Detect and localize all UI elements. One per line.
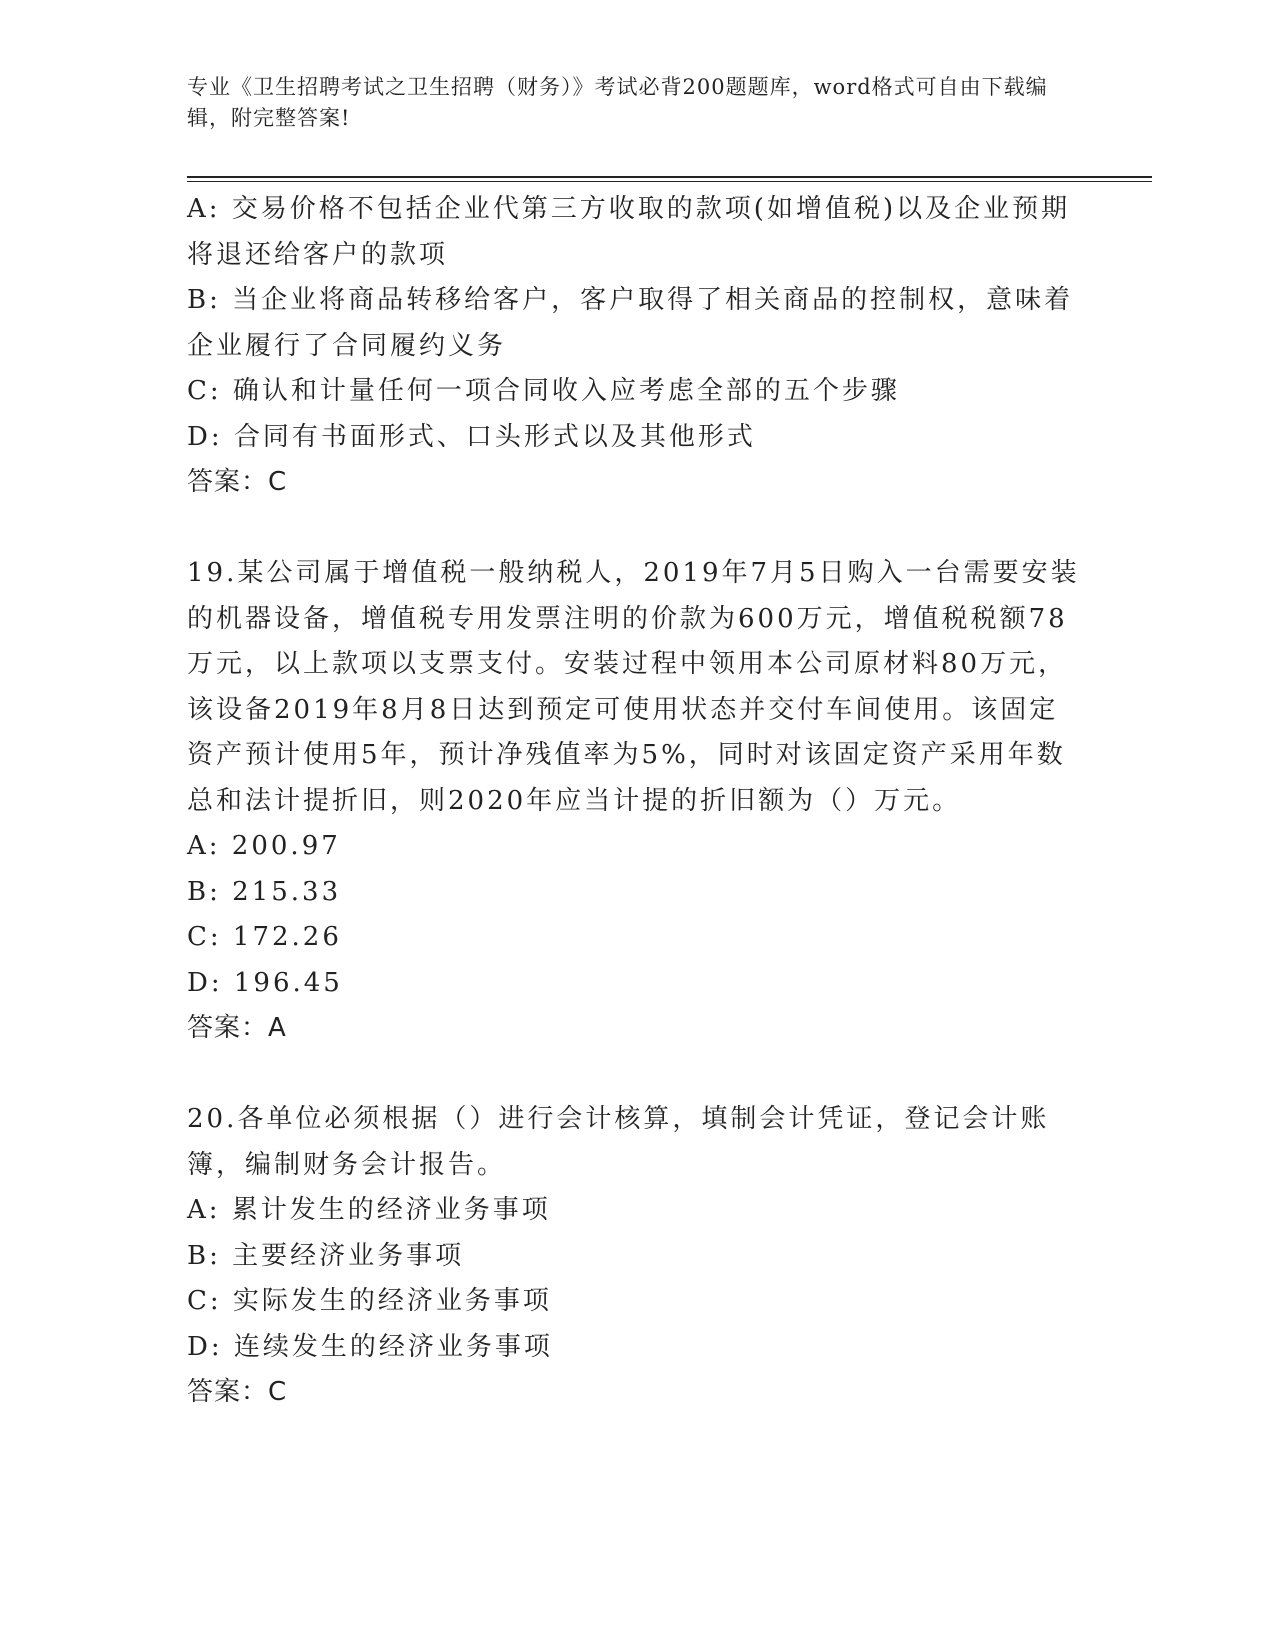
- question-18-option-b: B: 当企业将商品转移给客户，客户取得了相关商品的控制权，意味着企业履行了合同履约义务: [187, 285, 1074, 361]
- question-19-option-b: B: 215.33: [187, 876, 342, 907]
- question-18-option-d: D: 合同有书面形式、口头形式以及其他形式: [187, 421, 756, 452]
- spacer: [187, 1052, 1087, 1098]
- page-header: 专业《卫生招聘考试之卫生招聘（财务）》考试必背200题题库，word格式可自由下载编辑，附完整答案!: [187, 75, 1048, 130]
- question-20-option-c: C: 实际发生的经济业务事项: [187, 1286, 552, 1316]
- question-20: [187, 1097, 1087, 1416]
- question-content: [187, 187, 1087, 1416]
- question-20-option-a: A: 累计发生的经济业务事项: [187, 1195, 551, 1225]
- question-20-text: 20.各单位必须根据（）进行会计核算，填制会计凭证，登记会计账簿，编制财务会计报告。: [187, 1104, 1050, 1180]
- question-19-option-c: C: 172.26: [187, 922, 342, 952]
- question-20-option-b: B: 主要经济业务事项: [187, 1240, 465, 1271]
- question-19-option-a: A: 200.97: [187, 831, 341, 861]
- question-18-option-a: A: 交易价格不包括企业代第三方收取的款项(如增值税)以及企业预期将退还给客户的款项: [187, 194, 1071, 270]
- question-20-answer: 答案：C: [187, 1377, 288, 1407]
- question-18: [187, 187, 1087, 506]
- spacer: [187, 506, 1087, 552]
- header-divider-thick: [187, 176, 1152, 178]
- question-19-option-d: D: 196.45: [187, 967, 343, 998]
- question-20-option-d: D: 连续发生的经济业务事项: [187, 1331, 553, 1362]
- question-19: [187, 551, 1087, 1052]
- question-18-answer: 答案：C: [187, 467, 288, 497]
- question-19-answer: 答案：A: [187, 1013, 287, 1043]
- header-divider-thin: [187, 181, 1152, 182]
- question-19-text: 19.某公司属于增值税一般纳税人，2019年7月5日购入一台需要安装的机器设备，增值税专用发票注明的价款为600万元，增值税税额78万元，以上款项以支票支付。安装过程中领用本公司原材料80万元，该设备2019年8月8日达到预定可使用状态并交付车间使用。该固定资产预计使用5年，预计净残值率为5%，同时对该固定资产采用年数总和法计提折旧，则2020年应当计提的折旧额为（）万元。: [187, 558, 1080, 816]
- question-18-option-c: C: 确认和计量任何一项合同收入应考虑全部的五个步骤: [187, 376, 900, 406]
